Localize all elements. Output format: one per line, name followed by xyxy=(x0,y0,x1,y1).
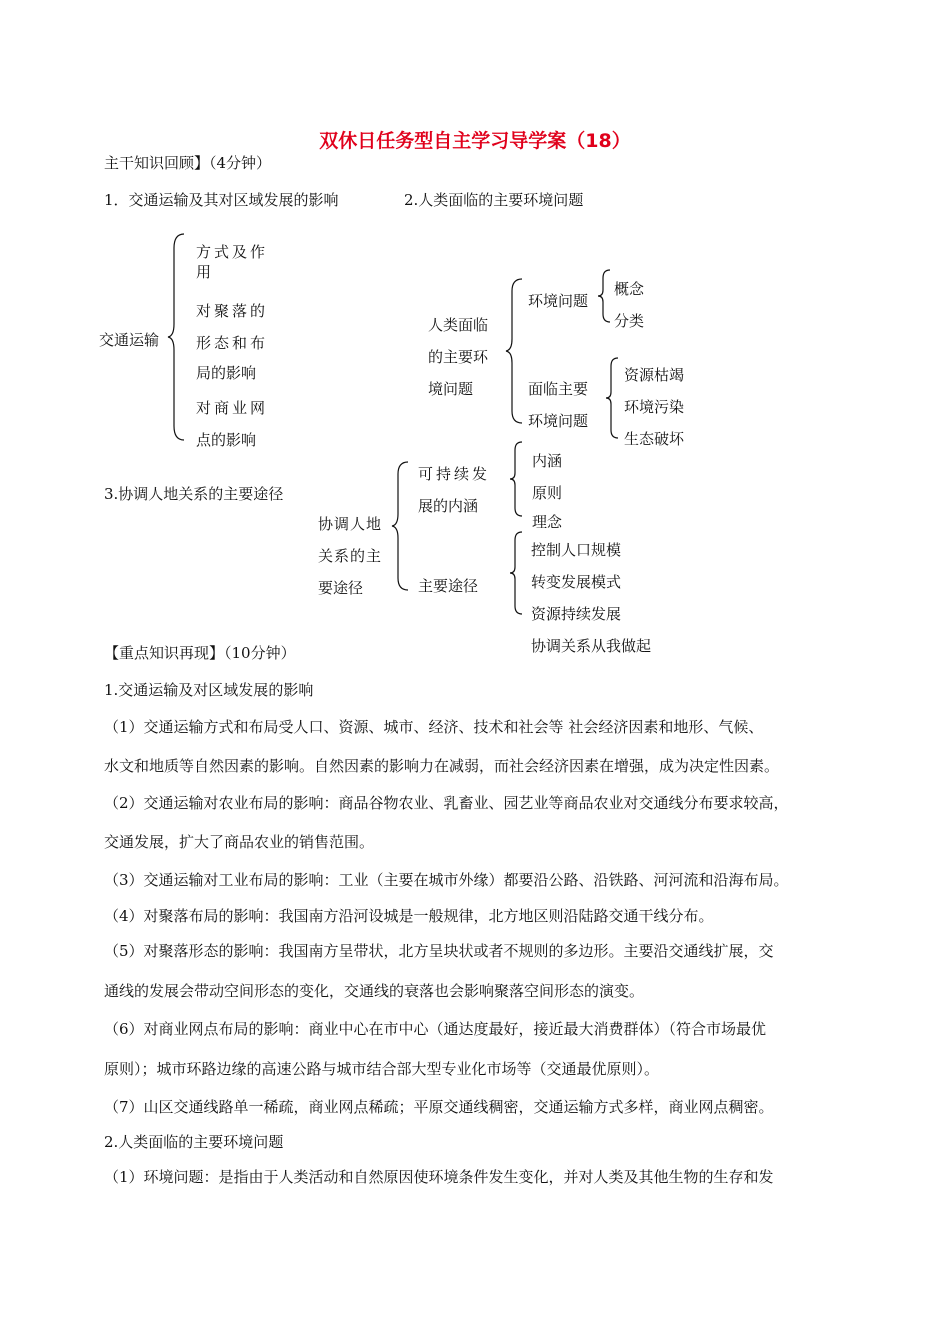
diagram2-mid1-brace xyxy=(596,268,614,324)
diagram1-branch: 对商业网 xyxy=(196,399,269,417)
diagram3-mid2: 主要途径 xyxy=(418,577,479,595)
diagram3-brace xyxy=(390,460,412,592)
paragraph: 原则）；城市环路边缘的高速公路与城市结合部大型专业化市场等（交通最优原则）。 xyxy=(104,1060,660,1078)
diagram2-root-line: 境问题 xyxy=(428,380,474,398)
paragraph: （1）环境问题：是指由于人类活动和自然原因使环境条件发生变化，并对人类及其他生物的生存和发 xyxy=(104,1168,774,1186)
outline-item-3: 3.协调人地关系的主要途径 xyxy=(104,485,284,503)
diagram3-mid1-child: 内涵 xyxy=(532,452,563,470)
diagram3-mid2-child: 资源持续发展 xyxy=(531,605,622,623)
paragraph: （2）交通运输对农业布局的影响：商品谷物农业、乳畜业、园艺业等商品农业对交通线分布要求较高， xyxy=(104,794,789,812)
diagram1-branch: 对聚落的 xyxy=(196,302,269,320)
paragraph: （6）对商业网点布局的影响：商业中心在市中心（通达度最好，接近最大消费群体）（符合市场最优 xyxy=(104,1020,767,1038)
outline-item-2: 2.人类面临的主要环境问题 xyxy=(404,191,584,209)
diagram3-mid2-child: 控制人口规模 xyxy=(531,541,622,559)
diagram1-branch: 点的影响 xyxy=(196,431,257,449)
section1-heading: 主干知识回顾】（4分钟） xyxy=(104,154,272,172)
diagram3-mid1-child: 理念 xyxy=(532,513,563,531)
paragraph: （4）对聚落布局的影响：我国南方沿河设城是一般规律，北方地区则沿陆路交通干线分布。 xyxy=(104,907,714,925)
diagram3-mid1-child: 原则 xyxy=(532,484,563,502)
paragraph: （1）交通运输方式和布局受人口、资源、城市、经济、技术和社会等 社会经济因素和地形、气候、 xyxy=(104,718,764,736)
outline-item-1: 1．交通运输及其对区域发展的影响 xyxy=(104,191,339,209)
diagram3-mid2-child: 转变发展模式 xyxy=(531,573,622,591)
diagram2-mid2-child: 生态破坏 xyxy=(624,430,685,448)
paragraph: 交通发展，扩大了商品农业的销售范围。 xyxy=(104,833,375,851)
diagram3-root-line: 要途径 xyxy=(318,579,364,597)
section2-subheading: 1.交通运输及对区域发展的影响 xyxy=(104,681,314,699)
diagram3-root-line: 关系的主 xyxy=(318,547,383,565)
diagram2-mid2-child: 环境污染 xyxy=(624,398,685,416)
diagram3-root-line: 协调人地 xyxy=(318,515,383,533)
diagram2-mid1-child: 分类 xyxy=(614,312,645,330)
diagram1-brace xyxy=(166,232,188,442)
paragraph: 水文和地质等自然因素的影响。自然因素的影响力在减弱，而社会经济因素在增强，成为决定性因素。 xyxy=(104,757,780,775)
diagram2-root-line: 人类面临 xyxy=(428,316,489,334)
paragraph: 通线的发展会带动空间形态的变化，交通线的衰落也会影响聚落空间形态的演变。 xyxy=(104,982,645,1000)
section2-heading: 【重点知识再现】（10分钟） xyxy=(104,644,296,662)
paragraph: （3）交通运输对工业布局的影响：工业（主要在城市外缘）都要沿公路、沿铁路、河河流和沿海布局。 xyxy=(104,871,789,889)
diagram1-branch: 方式及作 xyxy=(196,243,269,261)
diagram1-root: 交通运输 xyxy=(99,331,160,349)
diagram1-branch: 局的影响 xyxy=(196,364,257,382)
diagram3-mid1-line: 展的内涵 xyxy=(418,497,479,515)
diagram2-mid2-line: 面临主要 xyxy=(528,380,589,398)
diagram1-branch: 形态和布 xyxy=(196,334,269,352)
diagram3-mid2-brace xyxy=(508,530,526,616)
paragraph: （7）山区交通线路单一稀疏，商业网点稀疏；平原交通线稠密，交通运输方式多样，商业网点稠密。 xyxy=(104,1098,774,1116)
diagram2-mid2-brace xyxy=(604,356,622,440)
diagram2-brace xyxy=(504,277,526,425)
diagram2-root-line: 的主要环 xyxy=(428,348,489,366)
diagram2-mid1-child: 概念 xyxy=(614,280,645,298)
diagram1-branch: 用 xyxy=(196,263,212,281)
paragraph: （5）对聚落形态的影响：我国南方呈带状，北方呈块状或者不规则的多边形。主要沿交通线扩展，交 xyxy=(104,942,774,960)
diagram2-mid1: 环境问题 xyxy=(528,292,589,310)
diagram2-mid2-line: 环境问题 xyxy=(528,412,589,430)
diagram3-mid2-child: 协调关系从我做起 xyxy=(531,637,652,655)
section2-subheading: 2.人类面临的主要环境问题 xyxy=(104,1133,284,1151)
diagram3-mid1-line: 可持续发 xyxy=(418,465,491,483)
diagram3-mid1-brace xyxy=(508,440,526,518)
diagram2-mid2-child: 资源枯竭 xyxy=(624,366,685,384)
page-title: 双休日任务型自主学习导学案（18） xyxy=(319,130,631,152)
